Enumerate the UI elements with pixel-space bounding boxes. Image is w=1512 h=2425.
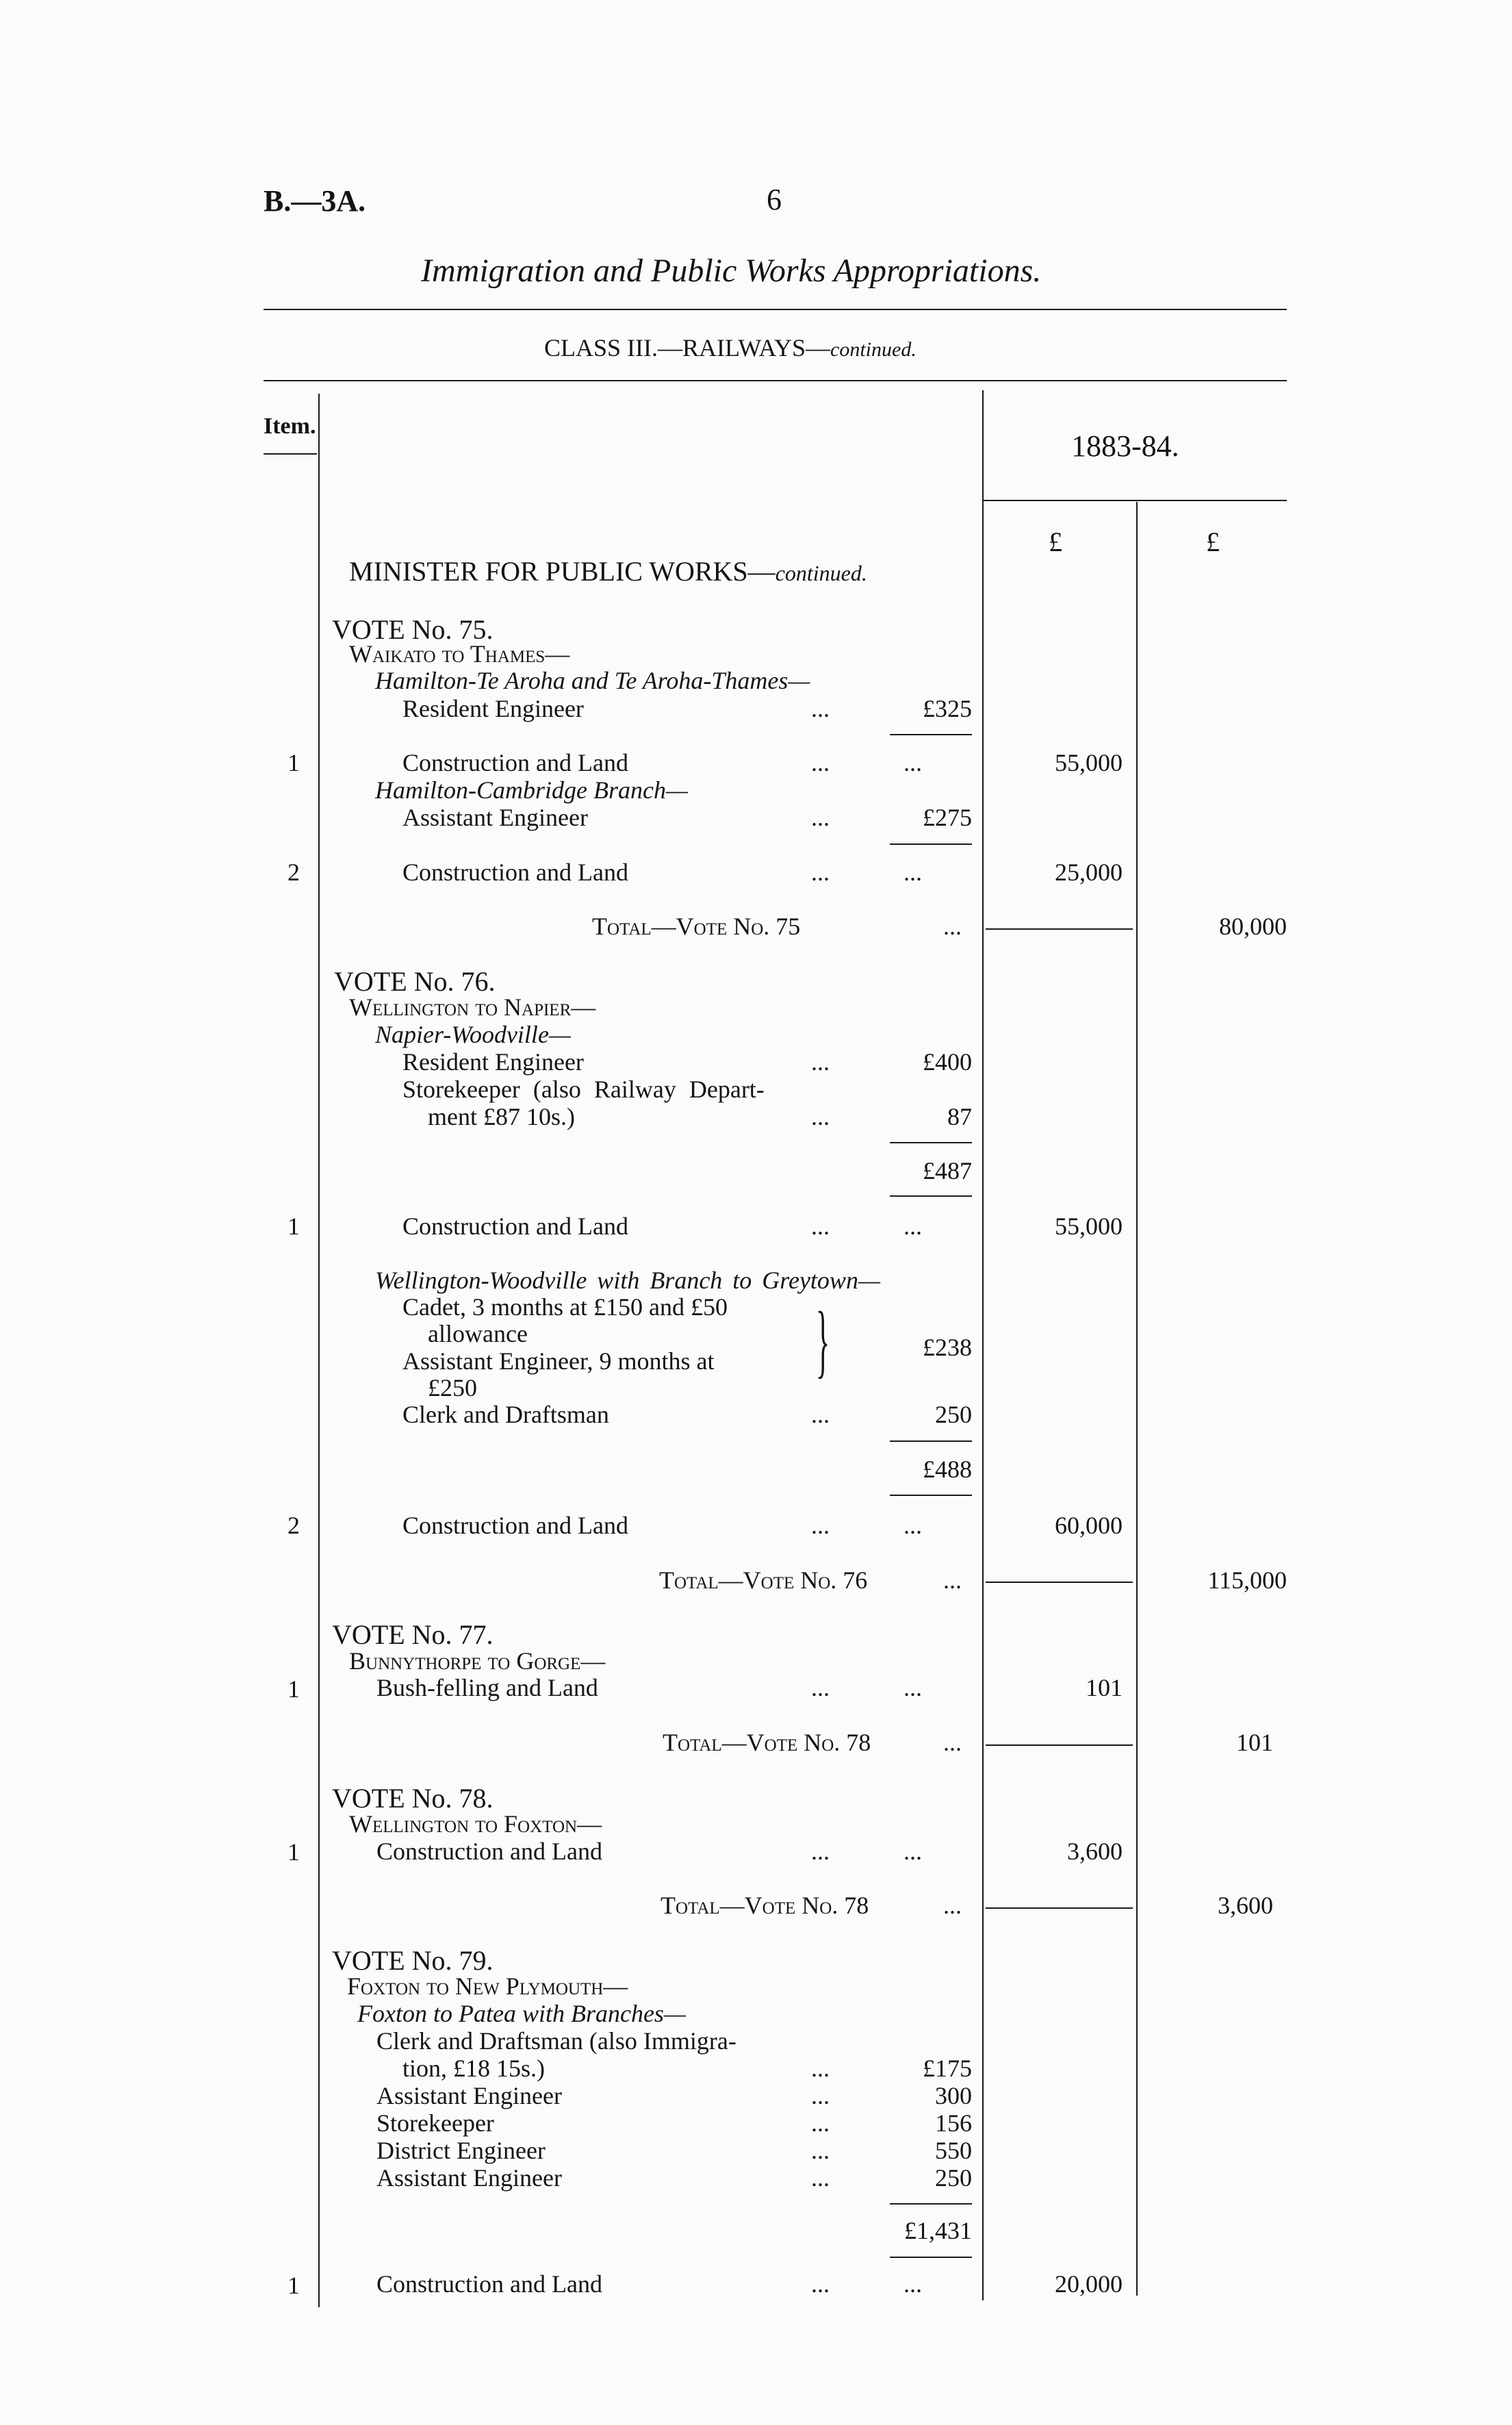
leader-dots: ... [811, 804, 830, 831]
staff-item: Cadet, 3 months at £150 and £50 [402, 1293, 728, 1321]
leader-dots: ... [811, 1103, 830, 1130]
staff-amount: £325 [923, 695, 972, 722]
total-rule [986, 1907, 1133, 1909]
item-number: 1 [287, 1675, 300, 1703]
item-value: 25,000 [1055, 859, 1123, 886]
leader-dots: ... [811, 2164, 830, 2192]
brace-icon: } [816, 1295, 830, 1386]
vote-total-label: Total—Vote No. 76 [659, 1566, 868, 1594]
leader-dots: ... [811, 2082, 830, 2109]
branch-heading: Foxton to Patea with Branches— [357, 2000, 686, 2027]
railway-line: Wellington to Napier— [349, 993, 596, 1021]
staff-item: Clerk and Draftsman (also Immigra- [376, 2027, 736, 2055]
railway-line: Wellington to Foxton— [349, 1810, 602, 1838]
subtotal-rule [890, 734, 972, 735]
subtotal-rule [890, 1195, 972, 1197]
branch-heading: Hamilton-Cambridge Branch— [375, 776, 688, 804]
railway-line: Bunnythorpe to Gorge— [349, 1647, 606, 1675]
class-caption-continued: continued. [830, 338, 917, 361]
section-title [349, 558, 867, 585]
leader-dots: ... ... [811, 1512, 922, 1539]
staff-item: Assistant Engineer, 9 months at [402, 1347, 715, 1375]
branch-heading: Hamilton-Te Aroha and Te Aroha-Thames— [375, 667, 810, 694]
currency-symbol-col2: £ [1206, 526, 1220, 557]
vote-total-label: Total—Vote No. 75 [592, 913, 801, 940]
document-reference: B.—3A. [264, 184, 366, 218]
item-column-header: Item. [264, 414, 316, 439]
item-value: 3,600 [1067, 1838, 1123, 1865]
item-value: 55,000 [1055, 1212, 1123, 1240]
total-rule [986, 928, 1133, 930]
staff-amount: 156 [935, 2109, 972, 2137]
staff-item-continuation: ment £87 10s.) [428, 1103, 575, 1130]
subtotal-rule [890, 1495, 972, 1496]
item-value: 20,000 [1055, 2270, 1123, 2298]
page-number: 6 [767, 183, 782, 216]
total-rule [986, 1744, 1133, 1746]
amount-column-rule [1136, 502, 1138, 2296]
item-label: Construction and Land [402, 1512, 628, 1539]
vote-heading: VOTE No. 79. [332, 1945, 494, 1976]
leader-dots: ... [811, 2055, 830, 2082]
leader-dots: ... [811, 1048, 830, 1076]
item-header-rule [264, 453, 317, 455]
item-label: Construction and Land [402, 749, 628, 776]
description-column-rule [982, 390, 984, 2300]
vote-total-value: 80,000 [1219, 913, 1287, 940]
subtotal-rule [890, 1142, 972, 1143]
subtotal-rule [890, 2257, 972, 2258]
staff-item: Assistant Engineer [376, 2164, 562, 2192]
item-value: 60,000 [1055, 1512, 1123, 1539]
staff-subtotal: £1,431 [904, 2217, 972, 2244]
staff-item: District Engineer [376, 2137, 546, 2164]
staff-item: Resident Engineer [402, 1048, 584, 1076]
staff-item: Resident Engineer [402, 695, 584, 722]
railway-line: Waikato to Thames— [349, 640, 570, 668]
staff-amount: £275 [923, 804, 972, 831]
item-number: 1 [287, 1212, 300, 1240]
leader-dots: ... [811, 2109, 830, 2137]
vote-total-value: 3,600 [1218, 1892, 1273, 1919]
staff-amount: 300 [935, 2082, 972, 2109]
staff-item: Clerk and Draftsman [402, 1401, 609, 1428]
leader-dots: ... [811, 1401, 830, 1428]
section-title-main: MINISTER FOR PUBLIC WORKS— [349, 556, 776, 587]
page-title: Immigration and Public Works Appropriations. [421, 253, 1042, 289]
class-caption-main: CLASS III.—RAILWAYS— [544, 334, 831, 361]
leader-dots: ... ... [811, 1212, 922, 1240]
leader-dots: ... ... [811, 1838, 922, 1865]
vote-heading: VOTE No. 76. [334, 966, 496, 997]
vote-heading: VOTE No. 75. [332, 614, 494, 645]
vote-total-label: Total—Vote No. 78 [663, 1729, 871, 1756]
item-column-rule [318, 394, 320, 2307]
section-title-continued: continued. [775, 561, 867, 585]
currency-symbol-col1: £ [1049, 526, 1062, 557]
item-value: 55,000 [1055, 749, 1123, 776]
branch-heading: Napier-Woodville— [375, 1021, 571, 1048]
leader-dots: ... ... [811, 859, 922, 886]
item-number: 1 [287, 1838, 300, 1866]
item-label: Bush-felling and Land [376, 1674, 598, 1701]
staff-subtotal: £487 [923, 1157, 972, 1184]
leader-dots: ... [943, 1729, 962, 1756]
staff-amount: 250 [935, 1401, 972, 1428]
branch-heading: Wellington-Woodville with Branch to Greytown— [375, 1267, 880, 1294]
staff-item-continuation: allowance [428, 1320, 528, 1347]
leader-dots: ... [943, 1566, 962, 1594]
staff-item-continuation: tion, £18 15s.) [402, 2055, 546, 2082]
subtotal-rule [890, 2203, 972, 2205]
leader-dots: ... ... [811, 749, 922, 776]
subtotal-rule [890, 843, 972, 845]
staff-amount: 87 [947, 1103, 972, 1130]
item-label: Construction and Land [402, 1212, 628, 1240]
vote-heading: VOTE No. 78. [332, 1783, 494, 1814]
vote-heading: VOTE No. 77. [332, 1619, 494, 1650]
leader-dots: ... [811, 2137, 830, 2164]
staff-subtotal: £488 [923, 1456, 972, 1483]
leader-dots: ... ... [811, 2270, 922, 2298]
header-rule-bottom [264, 380, 1287, 381]
class-caption [544, 335, 917, 360]
staff-item-continuation: £250 [428, 1374, 477, 1401]
railway-line: Foxton to New Plymouth— [347, 1972, 628, 2000]
staff-amount: £238 [923, 1334, 972, 1361]
leader-dots: ... [943, 1892, 962, 1919]
item-label: Construction and Land [376, 1838, 602, 1865]
staff-item: Assistant Engineer [376, 2082, 562, 2109]
header-rule-top [264, 309, 1287, 310]
item-number: 2 [287, 1512, 300, 1539]
staff-item: Storekeeper [376, 2109, 494, 2137]
item-number: 1 [287, 2272, 300, 2299]
staff-item: Assistant Engineer [402, 804, 588, 831]
staff-amount: £175 [923, 2055, 972, 2082]
item-label: Construction and Land [402, 859, 628, 886]
year-header: 1883-84. [1071, 429, 1179, 463]
total-rule [986, 1582, 1133, 1583]
leader-dots: ... ... [811, 1674, 922, 1701]
item-number: 2 [287, 859, 300, 886]
staff-amount: £400 [923, 1048, 972, 1076]
item-number: 1 [287, 749, 300, 776]
vote-total-value: 101 [1236, 1729, 1273, 1756]
leader-dots: ... [943, 913, 962, 940]
subtotal-rule [890, 1440, 972, 1442]
year-header-rule [982, 500, 1287, 501]
staff-amount: 250 [935, 2164, 972, 2192]
staff-item: Storekeeper (also Railway Depart- [402, 1076, 765, 1103]
vote-total-label: Total—Vote No. 78 [661, 1892, 869, 1919]
item-label: Construction and Land [376, 2270, 602, 2298]
vote-total-value: 115,000 [1207, 1566, 1287, 1594]
leader-dots: ... [811, 695, 830, 722]
staff-amount: 550 [935, 2137, 972, 2164]
item-value: 101 [1086, 1674, 1123, 1701]
